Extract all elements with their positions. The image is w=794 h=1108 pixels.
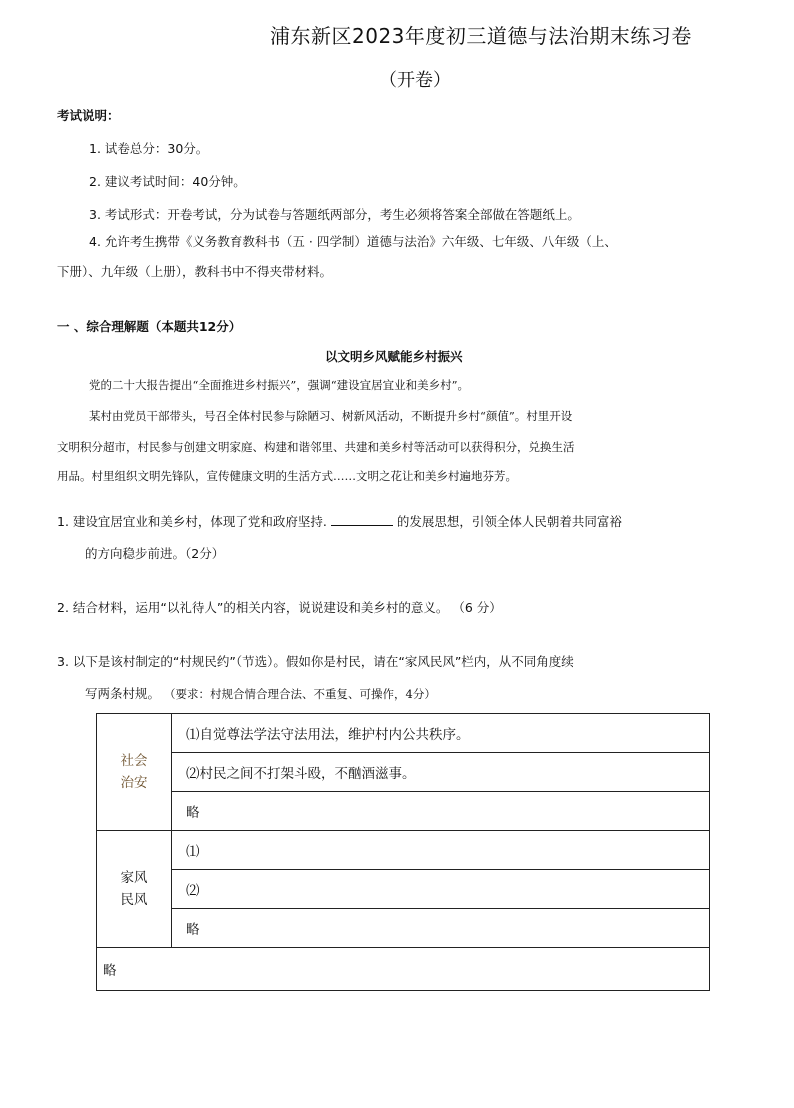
- material-line: 用品。村里组织文明先锋队，宣传健康文明的生活方式……文明之花让和美乡村遍地芬芳。: [57, 469, 517, 483]
- table-footer-cell: 略: [97, 948, 710, 991]
- material-line: 某村由党员干部带头，号召全体村民参与除陋习、树新风活动，不断提升乡村“颜值”。村里开设: [89, 409, 573, 423]
- exam-note-1: 1. 试卷总分：30分。: [89, 141, 209, 156]
- table-row: [97, 948, 710, 991]
- table-row: [97, 792, 710, 831]
- answer-cell[interactable]: ⑴: [172, 831, 710, 870]
- question-3-requirement: （要求：村规合情合理合法、不重复、可操作，4分）: [164, 687, 436, 701]
- question-3: 3. 以下是该村制定的“村规民约”（节选）。假如你是村民，请在“家风民风”栏内，从不同角度续: [57, 654, 574, 669]
- category-family-customs: [97, 831, 172, 948]
- question-2: 2. 结合材料，运用“以礼待人”的相关内容，说说建设和美乡村的意义。 （6 分）: [57, 600, 502, 615]
- table-row: [97, 753, 710, 792]
- question-1-text-cont: 的发展思想，引领全体人民朝着共同富裕: [396, 514, 622, 529]
- exam-note-3: 3. 考试形式：开卷考试，分为试卷与答题纸两部分，考生必须将答案全部做在答题纸上。: [89, 207, 580, 222]
- material-line: 文明积分超市，村民参与创建文明家庭、构建和谐邻里、共建和美乡村等活动可以获得积分，兑换生活: [57, 440, 575, 454]
- section-heading: 一 、综合理解题（本题共12分）: [57, 319, 242, 334]
- rule-cell: ⑵村民之间不打架斗殴，不酗酒滋事。: [172, 753, 710, 792]
- exam-note-4-continued: 下册）、九年级（上册），教科书中不得夹带材料。: [57, 264, 333, 279]
- category-social-security: [97, 714, 172, 831]
- table-row: [97, 870, 710, 909]
- page-title: 浦东新区2023年度初三道德与法治期末练习卷: [270, 24, 692, 48]
- page-subtitle: （开卷）: [379, 70, 451, 91]
- category-label: 社会 治安: [120, 753, 148, 791]
- table-row: [97, 831, 710, 870]
- table-row: [97, 909, 710, 948]
- rule-cell: 略: [172, 792, 710, 831]
- village-rules-table: [96, 713, 710, 991]
- rule-cell: ⑴自觉尊法学法守法用法，维护村内公共秩序。: [172, 714, 710, 753]
- material-line: 党的二十大报告提出“全面推进乡村振兴”，强调“建设宜居宜业和美乡村”。: [89, 378, 470, 392]
- table-row: [97, 714, 710, 753]
- exam-note-4: 4. 允许考生携带《义务教育教科书（五 · 四学制）道德与法治》六年级、七年级、八年级（上、: [89, 234, 617, 249]
- question-1-line-2: 的方向稳步前进。（2分）: [85, 546, 225, 561]
- category-label: 家风 民风: [120, 870, 148, 908]
- material-title: 以文明乡风赋能乡村振兴: [325, 349, 463, 364]
- answer-cell[interactable]: ⑵: [172, 870, 710, 909]
- question-1-text: 1. 建设宜居宜业和美乡村，体现了党和政府坚持.: [57, 514, 327, 529]
- question-1: [57, 512, 622, 530]
- exam-notes-heading: 考试说明：: [57, 108, 120, 123]
- rule-cell: 略: [172, 909, 710, 948]
- exam-note-2: 2. 建议考试时间：40分钟。: [89, 174, 246, 189]
- question-3-text: 写两条村规。: [85, 686, 161, 701]
- answer-blank: [331, 513, 393, 526]
- question-3-line-2: [85, 684, 436, 702]
